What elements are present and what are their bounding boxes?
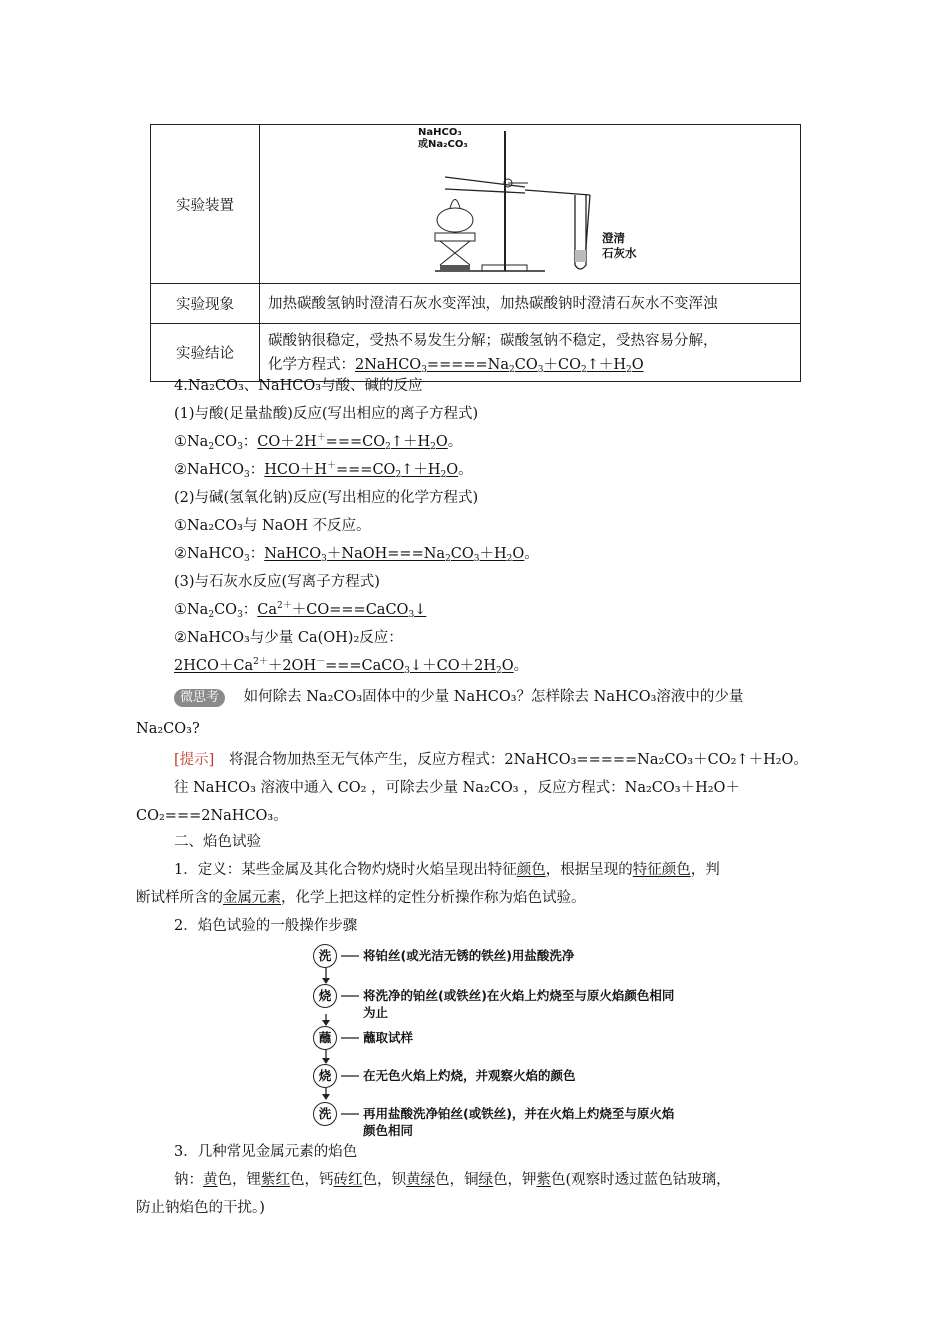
acid-na2co3: $①Na_2CO_3$：$CO+2H^+===CO_2↑+H_2O$。 [174,433,463,452]
label-phenomenon: 实验现象 [151,284,260,324]
step4-circle: 烧 [313,1064,337,1088]
color-k-label: 色，钾 [493,1172,537,1188]
hint-label: [提示] [174,752,215,768]
label-conclusion: 实验结论 [151,324,260,382]
steps-title: 2．焰色试验的一般操作步骤 [174,918,358,934]
step5-circle: 洗 [313,1102,337,1126]
think-question-line [174,687,743,707]
decomposition-equation: $2NaHCO_3=====Na_2CO_3+CO_2↑+H_2O$ [355,356,644,375]
step2-text-1: 将洗净的铂丝(或铁丝)在火焰上灼烧至与原火焰颜色相同 [363,988,675,1003]
def-1b: 颜色 [516,862,546,878]
step1-text: 将铂丝(或光洁无锈的铁丝)用盐酸洗净 [363,948,575,963]
color-cu-label: 色，铜 [435,1172,479,1188]
label-limewater-2: 石灰水 [602,246,637,260]
hint-answer-3: CO₂===2NaHCO₃。 [136,808,288,824]
flame-heading: 二、焰色试验 [174,834,261,850]
apparatus-cell [260,125,801,284]
flame-definition-2 [136,888,586,908]
lime-nahco3-equation: $2HCO+Ca^{2+}+2OH^-===CaCO_3↓+CO+2H_2O$。 [174,657,529,676]
base-na2co3: ①Na₂CO₃与 NaOH 不反应。 [174,518,371,534]
step2-circle: 烧 [313,984,337,1008]
colors-line-1 [174,1170,731,1190]
hint-answer-1: 将混合物加热至无气体产生，反应方程式：2NaHCO₃=====Na₂CO₃＋CO₂↑＋H₂O。 [228,752,808,768]
section4-title: 4.Na₂CO₃、NaHCO₃与酸、碱的反应 [174,378,423,394]
phenomenon-text: 加热碳酸氢钠时澄清石灰水变浑浊，加热碳酸钠时澄清石灰水不变浑浊 [260,284,801,324]
color-k: 紫 [536,1172,551,1188]
def-2b: 金属元素 [223,890,281,906]
color-na: 黄 [203,1172,218,1188]
lime-nahco3-label: ②NaHCO₃与少量 Ca(OH)₂反应： [174,630,403,646]
color-cu: 绿 [478,1172,493,1188]
section4-s1: (1)与酸(足量盐酸)反应(写出相应的离子方程式) [174,406,479,422]
def-2c: ，化学上把这样的定性分析操作称为焰色试验。 [281,890,586,906]
hint-line [174,750,808,770]
step5-text-1: 再用盐酸洗净铂丝(或铁丝)，并在火焰上灼烧至与原火焰 [363,1106,675,1121]
hint-answer-2: 往 NaHCO₃ 溶液中通入 CO₂ ，可除去少量 Na₂CO₃ ，反应方程式：Na₂CO₃＋H₂O＋ [174,780,740,796]
step3-circle: 蘸 [313,1026,337,1050]
color-ca-label: 色，钙 [290,1172,334,1188]
step5-text-2: 颜色相同 [363,1123,414,1138]
colors-line-2: 防止钠焰色的干扰。) [136,1200,265,1216]
acid-nahco3: ②NaHCO$_3$：$HCO+H^+===CO_2↑+H_2O$。 [174,461,473,480]
color-ba: 黄绿 [406,1172,435,1188]
step4-text: 在无色火焰上灼烧，并观察火焰的颜色 [363,1068,576,1083]
think-question-2: Na₂CO₃? [136,721,200,737]
apparatus-diagram [260,125,800,279]
step1-circle: 洗 [313,944,337,968]
section4-s3: (3)与石灰水反应(写离子方程式) [174,574,380,590]
conclusion-text-2 [268,353,800,377]
conclusion-text-1: 碳酸钠很稳定，受热不易发生分解；碳酸氢钠不稳定，受热容易分解， [268,332,718,349]
section4-s2: (2)与碱(氢氧化钠)反应(写出相应的化学方程式) [174,490,479,506]
color-ba-label: 色，钡 [362,1172,406,1188]
def-1c: ，根据呈现的 [545,862,633,878]
think-tag: 微思考 [174,689,225,707]
base-nahco3: ②NaHCO$_3$：$NaHCO_3+NaOH===Na_2CO_3+H_2O$。 [174,546,539,564]
label-sample-2: 或Na₂CO₃ [418,139,468,150]
colors-title: 3．几种常见金属元素的焰色 [174,1144,358,1160]
def-1d: 特征颜色 [632,862,691,878]
step2-text [363,987,674,1021]
equation-label: 化学方程式： [268,356,355,373]
color-li: 紫红 [261,1172,290,1188]
label-limewater-1: 澄清 [602,231,625,245]
experiment-table [150,124,801,382]
def-1e: ，判 [690,862,720,878]
flame-definition-1 [174,860,720,880]
def-title: 1．定义： [174,862,242,878]
colors-tail: 色(观察时透过蓝色钴玻璃， [551,1172,731,1188]
conclusion-cell [260,324,801,382]
step2-text-2: 为止 [363,1005,389,1020]
label-apparatus: 实验装置 [151,125,260,284]
color-li-label: 色，锂 [217,1172,261,1188]
lime-na2co3: $①Na_2CO_3$：$Ca^{2+}+CO===CaCO_3↓$ [174,601,427,620]
step3-text: 蘸取试样 [363,1030,414,1045]
def-1a: 某些金属及其化合物灼烧时火焰呈现出特征 [241,862,517,878]
color-ca: 砖红 [333,1172,363,1188]
def-2a: 断试样所含的 [136,890,223,906]
think-question-1: 如何除去 Na₂CO₃固体中的少量 NaHCO₃？怎样除去 NaHCO₃溶液中的少量 [243,689,744,705]
step5-text [363,1105,674,1139]
flame-steps-flowchart [313,944,733,1138]
label-sample-1: NaHCO₃ [418,127,462,138]
color-na-label: 钠： [174,1172,203,1188]
